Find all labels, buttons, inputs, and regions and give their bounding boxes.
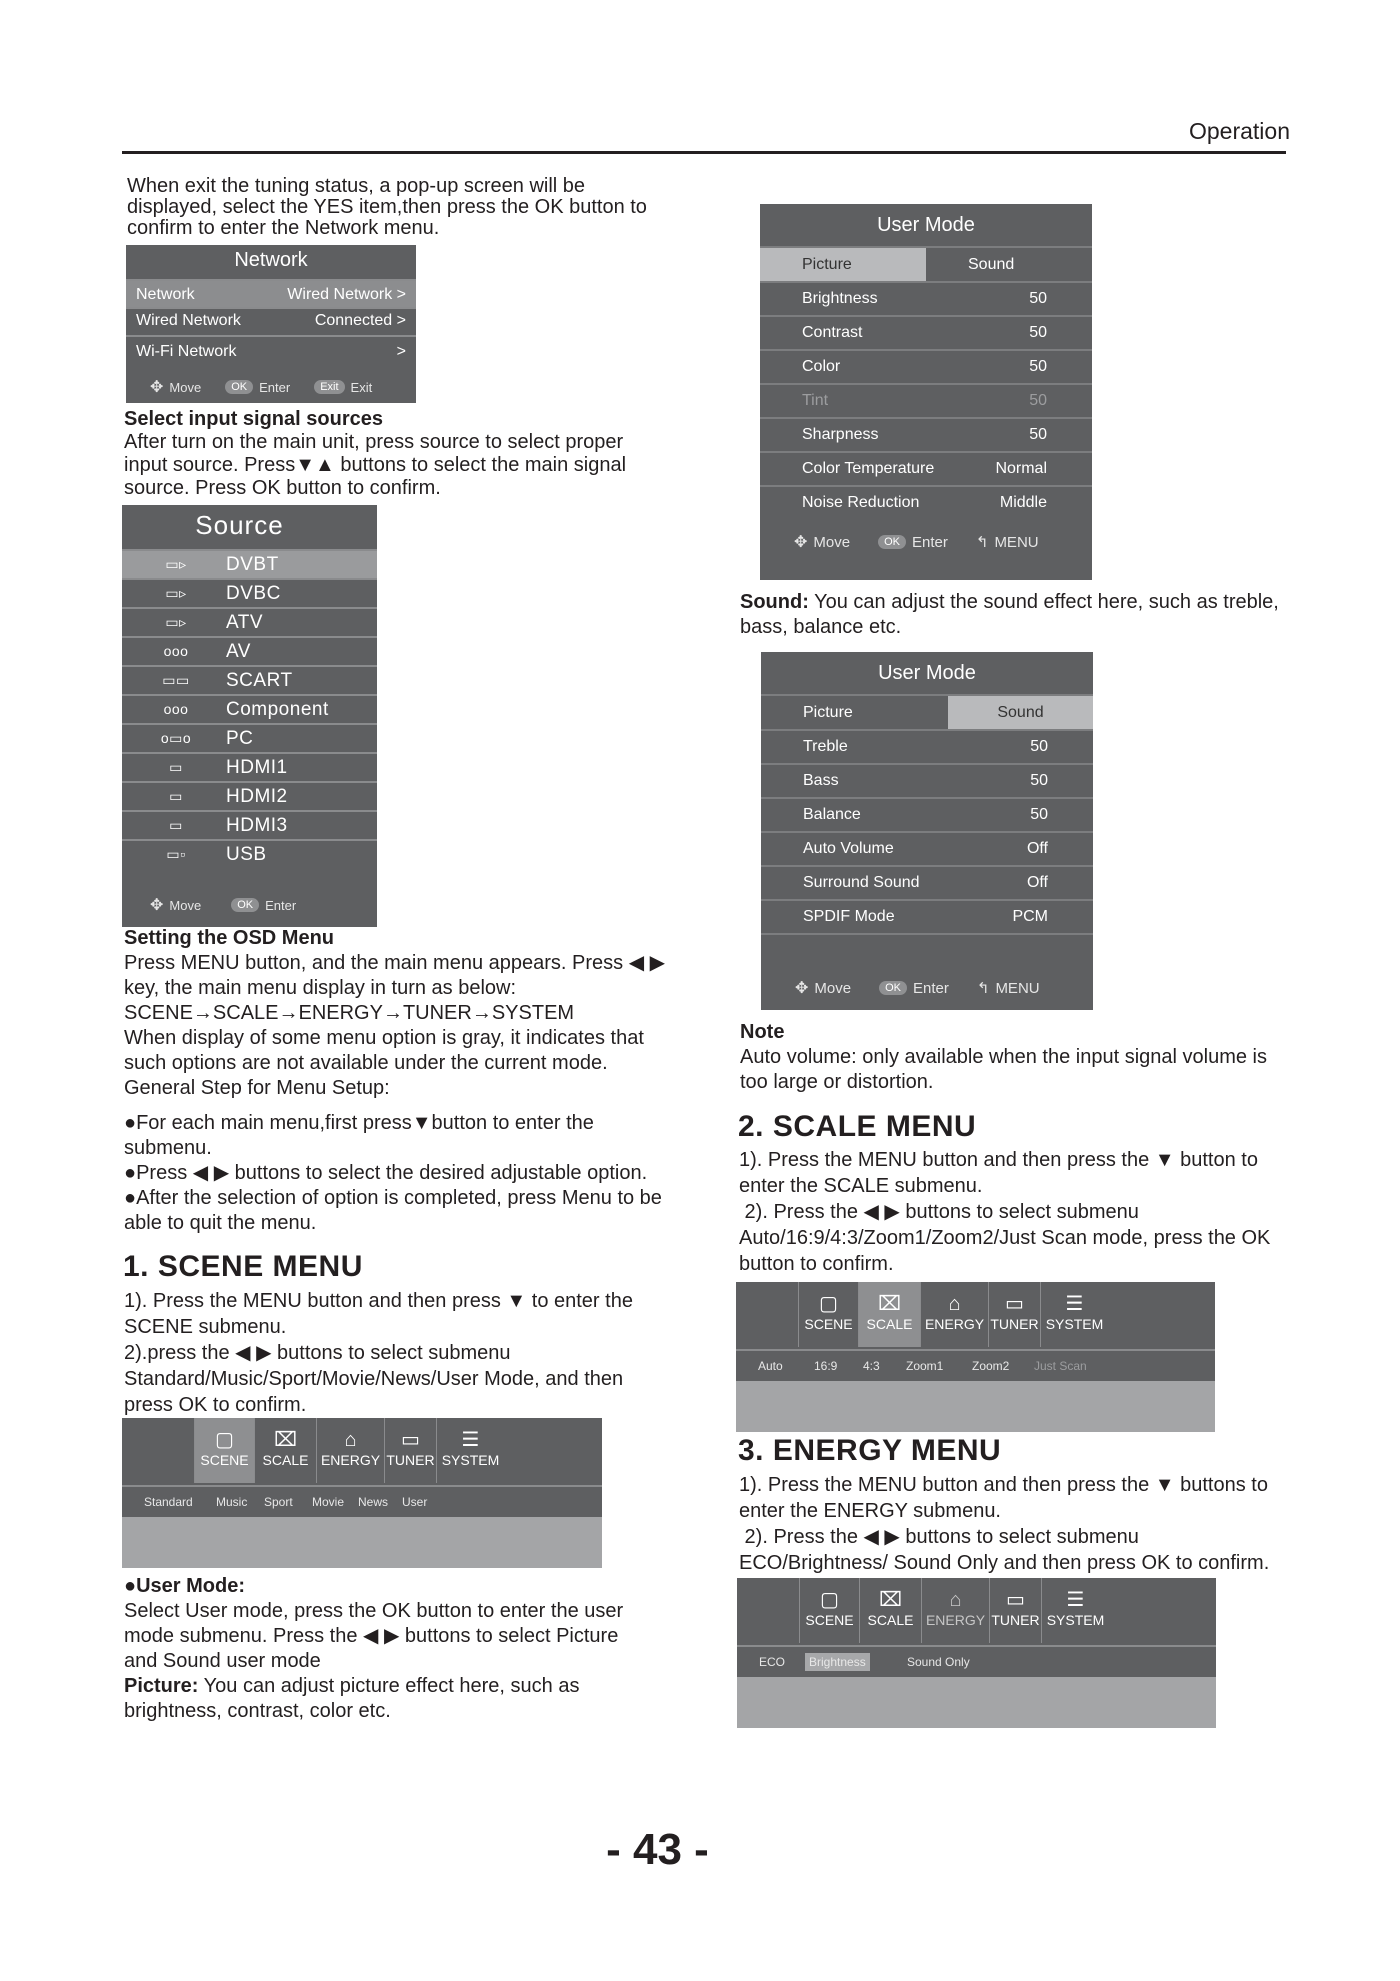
scale-line: Auto/16:9/4:3/Zoom1/Zoom2/Just Scan mode, press the OK [739, 1227, 1271, 1249]
bullet-line: able to quit the menu. [124, 1212, 317, 1234]
bullet-line: ●After the selection of option is completed, press Menu to be [124, 1187, 662, 1209]
scale-icon: ⌧ [878, 1589, 903, 1611]
menu-tab-label: SCENE [805, 1612, 854, 1628]
footer-move: Move [169, 897, 202, 913]
row-label: Network [136, 286, 195, 303]
menu-tab-label: SCENE [804, 1316, 853, 1332]
input-port-icon: ▭ [169, 759, 183, 775]
picture-label: Picture: [124, 1675, 199, 1697]
input-port-icon: ▭ [169, 788, 183, 804]
source-item[interactable] [122, 752, 377, 781]
menu-tab-label: SCALE [866, 1316, 913, 1332]
sound-line: bass, balance etc. [740, 616, 902, 638]
bullet-line: submenu. [124, 1137, 212, 1159]
scale-icon: ⌧ [877, 1293, 902, 1315]
footer-enter: Enter [912, 533, 948, 551]
intro-line: confirm to enter the Network menu. [127, 217, 440, 239]
osd-heading: Setting the OSD Menu [124, 927, 334, 949]
submenu-option[interactable]: 4:3 [863, 1359, 880, 1373]
osd-line: When display of some menu option is gray, it indicates that [124, 1027, 644, 1049]
scene-line: 2).press the ◀ ▶ buttons to select submenu [124, 1342, 511, 1364]
scene-icon: ▢ [819, 1293, 838, 1315]
menu-lower-area [736, 1381, 1215, 1432]
source-item[interactable] [122, 549, 377, 578]
note-heading: Note [740, 1021, 785, 1043]
menu-tab-label: ENERGY [925, 1612, 986, 1628]
setting-row[interactable] [761, 797, 1093, 831]
user-mode-title: User Mode [878, 662, 976, 684]
scene-heading: 1. SCENE MENU [123, 1250, 363, 1283]
source-label: DVBC [226, 583, 281, 604]
footer-move: Move [169, 379, 202, 395]
select-line: source. Press OK button to confirm. [124, 477, 441, 499]
setting-value: Middle [999, 494, 1047, 511]
setting-label: Sharpness [802, 426, 879, 443]
submenu-option[interactable]: Sport [264, 1495, 293, 1509]
menu-tab-scene[interactable] [194, 1418, 254, 1483]
bullet-line: ●Press ◀ ▶ buttons to select the desired adjustable option. [124, 1162, 648, 1184]
menu-tab-label: ENERGY [320, 1452, 381, 1468]
energy-line: 2). Press the ◀ ▶ buttons to select submenu [739, 1526, 1139, 1548]
osd-line: General Step for Menu Setup: [124, 1077, 390, 1099]
scene-icon: ▢ [820, 1589, 839, 1611]
submenu-option[interactable]: Music [216, 1495, 248, 1509]
menu-tab-label: SYSTEM [1046, 1612, 1105, 1628]
input-port-icon: ▭▹ [165, 556, 187, 572]
user-mode-line: mode submenu. Press the ◀ ▶ buttons to select Picture [124, 1625, 619, 1647]
back-icon: ↰ [975, 534, 989, 551]
select-line: input source. Press▼▲ buttons to select the main signal [124, 454, 627, 476]
footer-menu: MENU [994, 533, 1039, 551]
intro-text [127, 176, 687, 239]
menu-tab-energy[interactable] [316, 1418, 384, 1483]
tuner-icon: ▭ [401, 1429, 420, 1451]
setting-row[interactable] [760, 315, 1092, 349]
menu-tab-scale[interactable] [859, 1578, 921, 1643]
user-mode-tabs [760, 246, 1092, 281]
submenu-option[interactable]: Just Scan [1034, 1359, 1087, 1373]
menu-tabs [194, 1418, 504, 1483]
submenu-option[interactable]: Zoom1 [906, 1359, 944, 1373]
menu-tab-energy[interactable] [921, 1578, 989, 1643]
picture-line: You can adjust picture effect here, such as [203, 1675, 580, 1697]
setting-row[interactable] [760, 349, 1092, 383]
tab-picture[interactable]: Picture [803, 704, 853, 721]
scale-submenu [736, 1349, 1215, 1381]
energy-submenu [737, 1645, 1216, 1677]
picture-settings-list [760, 281, 1092, 519]
energy-body [739, 1472, 1309, 1576]
source-label: SCART [226, 670, 293, 691]
submenu-option[interactable]: Zoom2 [972, 1359, 1010, 1373]
page-number: - 43 - [606, 1825, 709, 1874]
menu-tabs [799, 1578, 1109, 1643]
row-label: Wired Network [136, 312, 241, 329]
energy-icon: ⌂ [948, 1293, 961, 1315]
setting-value: Off [1026, 874, 1048, 891]
osd-line: Press MENU button, and the main menu appears. Press ◀ ▶ [124, 952, 666, 974]
user-mode-section [124, 1574, 704, 1724]
setting-label: Auto Volume [803, 840, 894, 857]
source-footer [150, 895, 296, 915]
scale-line: 2). Press the ◀ ▶ buttons to select submenu [739, 1201, 1139, 1223]
picture-footer [794, 532, 1039, 552]
input-port-icon: o▭o [160, 730, 192, 746]
input-port-icon: ▭▫ [166, 846, 186, 862]
scene-line: 1). Press the MENU button and then press ▼ to enter the [124, 1290, 633, 1312]
setting-label: Contrast [802, 324, 863, 341]
menu-tab-system[interactable] [1040, 1282, 1108, 1347]
ok-key-icon: OK [225, 380, 253, 394]
footer-enter: Enter [259, 379, 291, 395]
submenu-option[interactable]: Movie [312, 1495, 345, 1509]
menu-tab-label: TUNER [386, 1452, 435, 1468]
footer-enter: Enter [265, 897, 297, 913]
setting-row[interactable] [761, 729, 1093, 763]
submenu-option[interactable]: Standard [144, 1495, 193, 1509]
osd-line: such options are not available under the current mode. [124, 1052, 608, 1074]
scene-icon: ▢ [215, 1429, 234, 1451]
footer-enter: Enter [913, 979, 949, 997]
header-rule [122, 151, 1286, 154]
scene-line: SCENE submenu. [124, 1316, 287, 1338]
menu-tab-tuner[interactable] [988, 1282, 1040, 1347]
source-item[interactable] [122, 665, 377, 694]
menu-tab-scene[interactable] [799, 1578, 859, 1643]
source-label: ATV [226, 612, 264, 633]
input-port-icon: ooo [163, 701, 189, 717]
setting-value: 50 [1029, 358, 1047, 375]
input-port-icon: ▭▭ [162, 672, 190, 688]
tab-sound[interactable]: Sound [948, 696, 1093, 729]
note-section [740, 1020, 1300, 1095]
setting-row[interactable] [761, 763, 1093, 797]
scale-line: 1). Press the MENU button and then press the ▼ button to [739, 1149, 1258, 1171]
scene-line: Standard/Music/Sport/Movie/News/User Mode, and then [124, 1368, 624, 1390]
menu-tab-label: SCENE [200, 1452, 249, 1468]
setting-value: 50 [1029, 290, 1047, 307]
menu-tab-label: SYSTEM [1045, 1316, 1104, 1332]
menu-tab-tuner[interactable] [384, 1418, 436, 1483]
system-icon: ☰ [1065, 1293, 1084, 1315]
setting-label: Treble [803, 738, 848, 755]
osd-section [124, 926, 704, 1236]
move-icon: ✥ [150, 379, 164, 396]
source-label: HDMI2 [226, 786, 288, 807]
sound-section [740, 590, 1300, 640]
setting-label: Noise Reduction [802, 494, 920, 511]
network-menu [126, 245, 416, 403]
note-line: Auto volume: only available when the input signal volume is [740, 1046, 1267, 1068]
submenu-option[interactable]: News [358, 1495, 389, 1509]
osd-line: SCENE→SCALE→ENERGY→TUNER→SYSTEM [124, 1002, 575, 1024]
menu-tabs [798, 1282, 1108, 1347]
user-mode-line: Select User mode, press the OK button to enter the user [124, 1600, 624, 1622]
scene-body [124, 1288, 704, 1418]
source-item[interactable] [122, 578, 377, 607]
input-port-icon: ooo [163, 643, 189, 659]
setting-row[interactable] [761, 899, 1093, 933]
source-item[interactable] [122, 607, 377, 636]
source-item[interactable] [122, 723, 377, 752]
setting-value: Off [1026, 840, 1048, 857]
menu-tab-tuner[interactable] [989, 1578, 1041, 1643]
scale-menu-bar [736, 1282, 1215, 1432]
intro-line: When exit the tuning status, a pop-up screen will be [127, 175, 586, 197]
exit-key-icon: Exit [314, 380, 344, 394]
ok-key-icon: OK [879, 981, 907, 995]
source-label: Component [226, 699, 329, 720]
sound-label: Sound: [740, 591, 809, 613]
submenu-option[interactable]: ECO [759, 1655, 786, 1669]
tuner-icon: ▭ [1006, 1589, 1025, 1611]
sound-settings-list [761, 729, 1093, 933]
energy-icon: ⌂ [344, 1429, 357, 1451]
user-mode-tabs [761, 694, 1093, 729]
network-row[interactable] [126, 335, 416, 367]
system-icon: ☰ [1066, 1589, 1085, 1611]
sound-line: You can adjust the sound effect here, such as treble, [814, 591, 1279, 613]
setting-value: 50 [1029, 392, 1047, 409]
source-label: HDMI3 [226, 815, 288, 836]
input-port-icon: ▭▹ [165, 585, 187, 601]
ok-key-icon: OK [878, 535, 906, 549]
menu-lower-area [737, 1677, 1216, 1728]
bullet-line: ●For each main menu,first press▼button to enter the [124, 1112, 594, 1134]
ok-key-icon: OK [231, 898, 259, 912]
move-icon: ✥ [795, 980, 809, 997]
setting-value: 50 [1029, 426, 1047, 443]
setting-row[interactable] [760, 485, 1092, 519]
menu-tab-energy[interactable] [920, 1282, 988, 1347]
scene-submenu [122, 1485, 602, 1517]
menu-tab-label: SCALE [262, 1452, 309, 1468]
row-value: > [396, 343, 406, 360]
footer-exit: Exit [350, 379, 373, 395]
scale-icon: ⌧ [273, 1429, 298, 1451]
row-label: Wi-Fi Network [136, 343, 237, 360]
energy-heading: 3. ENERGY MENU [738, 1434, 1002, 1467]
setting-value: 50 [1030, 806, 1048, 823]
source-menu [122, 505, 377, 927]
sound-user-mode-menu [761, 652, 1093, 1010]
energy-line: ECO/Brightness/ Sound Only and then press OK to confirm. [739, 1552, 1270, 1574]
source-item[interactable] [122, 810, 377, 839]
setting-row[interactable] [760, 417, 1092, 451]
source-label: PC [226, 728, 254, 749]
source-label: USB [226, 844, 267, 865]
select-heading: Select input signal sources [124, 408, 383, 430]
submenu-option[interactable]: Brightness [805, 1653, 870, 1671]
intro-line: displayed, select the YES item,then press the OK button to [127, 196, 647, 218]
source-label: HDMI1 [226, 757, 288, 778]
setting-label: Bass [803, 772, 839, 789]
submenu-option[interactable]: User [402, 1495, 428, 1509]
scale-line: button to confirm. [739, 1253, 894, 1275]
picture-user-mode-menu [760, 204, 1092, 580]
setting-row[interactable] [761, 831, 1093, 865]
energy-icon: ⌂ [949, 1589, 962, 1611]
row-value: Wired Network > [287, 286, 406, 303]
setting-label: Color Temperature [802, 460, 935, 477]
source-item[interactable] [122, 781, 377, 810]
move-icon: ✥ [150, 897, 164, 914]
network-row[interactable] [126, 307, 416, 335]
tab-picture[interactable]: Picture [760, 248, 926, 281]
menu-tab-label: SYSTEM [441, 1452, 500, 1468]
menu-tab-scale[interactable] [858, 1282, 920, 1347]
section-title: Operation [1188, 118, 1290, 144]
setting-value: 50 [1029, 324, 1047, 341]
source-label: AV [226, 641, 251, 662]
network-footer [150, 377, 372, 397]
menu-tab-system[interactable] [436, 1418, 504, 1483]
menu-tab-label: TUNER [991, 1612, 1040, 1628]
user-mode-heading: ●User Mode: [124, 1575, 245, 1597]
source-title: Source [195, 510, 284, 540]
source-item[interactable] [122, 839, 377, 868]
osd-line: key, the main menu display in turn as below: [124, 977, 517, 999]
menu-lower-area [122, 1517, 602, 1568]
setting-label: Brightness [802, 290, 878, 307]
setting-label: Tint [802, 392, 829, 409]
submenu-option[interactable]: 16:9 [814, 1359, 838, 1373]
tab-sound[interactable]: Sound [968, 256, 1015, 273]
energy-line: 1). Press the MENU button and then press the ▼ buttons to [739, 1474, 1268, 1496]
menu-tab-label: TUNER [990, 1316, 1039, 1332]
system-icon: ☰ [461, 1429, 480, 1451]
picture-line: brightness, contrast, color etc. [124, 1700, 391, 1722]
setting-label: SPDIF Mode [803, 908, 895, 925]
menu-tab-label: ENERGY [924, 1316, 985, 1332]
user-mode-line: and Sound user mode [124, 1650, 321, 1672]
network-row[interactable] [126, 279, 416, 307]
setting-row[interactable] [760, 383, 1092, 417]
scene-line: press OK to confirm. [124, 1394, 307, 1416]
input-port-icon: ▭ [169, 817, 183, 833]
user-mode-title: User Mode [877, 214, 975, 236]
setting-value: 50 [1030, 738, 1048, 755]
tuner-icon: ▭ [1005, 1293, 1024, 1315]
menu-tab-scene[interactable] [798, 1282, 858, 1347]
row-value: Connected > [314, 312, 406, 329]
source-list [122, 549, 377, 868]
setting-row[interactable] [760, 451, 1092, 485]
input-port-icon: ▭▹ [165, 614, 187, 630]
empty-row [761, 933, 1093, 965]
energy-menu-bar [737, 1578, 1216, 1728]
source-label: DVBT [226, 554, 279, 575]
note-line: too large or distortion. [740, 1071, 934, 1093]
footer-menu: MENU [995, 979, 1040, 997]
setting-value: PCM [1012, 908, 1048, 925]
submenu-option[interactable]: Auto [758, 1359, 783, 1373]
scale-heading: 2. SCALE MENU [738, 1110, 977, 1143]
setting-value: 50 [1030, 772, 1048, 789]
setting-row[interactable] [761, 865, 1093, 899]
submenu-option[interactable]: Sound Only [907, 1655, 970, 1669]
select-source-section [124, 408, 704, 500]
scale-line: enter the SCALE submenu. [739, 1175, 983, 1197]
footer-move: Move [814, 979, 852, 997]
scene-menu-bar [122, 1418, 602, 1568]
move-icon: ✥ [794, 534, 808, 551]
scale-body [739, 1147, 1309, 1277]
menu-tab-system[interactable] [1041, 1578, 1109, 1643]
source-item[interactable] [122, 694, 377, 723]
setting-label: Color [802, 358, 841, 375]
source-item[interactable] [122, 636, 377, 665]
setting-label: Surround Sound [803, 874, 920, 891]
setting-row[interactable] [760, 281, 1092, 315]
back-icon: ↰ [976, 980, 990, 997]
footer-move: Move [813, 533, 851, 551]
menu-tab-label: SCALE [867, 1612, 914, 1628]
setting-label: Balance [803, 806, 861, 823]
energy-line: enter the ENERGY submenu. [739, 1500, 1001, 1522]
menu-tab-scale[interactable] [254, 1418, 316, 1483]
network-title: Network [234, 249, 308, 271]
sound-footer [795, 978, 1040, 998]
select-line: After turn on the main unit, press source to select proper [124, 431, 624, 453]
setting-value: Normal [995, 460, 1047, 477]
